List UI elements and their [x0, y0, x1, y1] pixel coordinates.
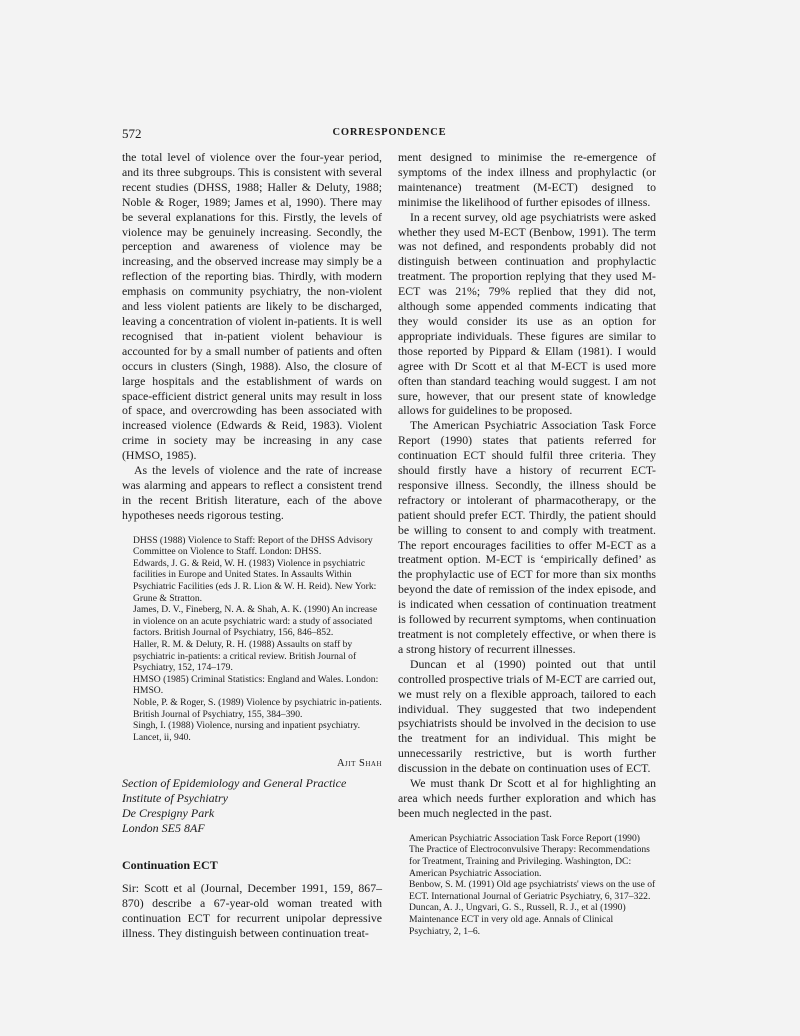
body-paragraph: ment designed to minimise the re-emergence of symptoms of the index illness and prophylactic (or maintenance) treatment (M-ECT) designed to minimise the likelihood of further episodes of illness.	[398, 150, 656, 209]
reference-item: Noble, P. & Roger, S. (1989) Violence by psychiatric in-patients. British Journal of Psychiatry, 155, 384–390.	[133, 696, 382, 720]
affiliation-line: De Crespigny Park	[122, 806, 215, 821]
reference-item: Duncan, A. J., Ungvari, G. S., Russell, R. J., et al (1990) Maintenance ECT in very old age. Annals of Clinical Psychiatry, 2, 1–6.	[409, 902, 626, 937]
body-paragraph: the total level of violence over the four-year period, and its three subgroups. This is consistent with several recent studies (DHSS, 1988; Haller & Deluty, 1988; Noble & Roger, 1989; James et al, 1990). There may be several explanations for this. Firstly, the levels of violence may be genuinely increasing. Secondly, the perception and awareness of violence may be increasing, and the observed increase may simply be a reflection of the reporting bias. Thirdly, with modern emphasis on community psychiatry, the non-violent and less violent patients are likely to be discharged, leaving a concentration of violent in-patients. It is well recognised that in-patient violent behaviour is accounted for by a small number of patients and often occurs in clusters (Singh, 1988). Also, the closure of large hospitals and the establishment of wards on space-efficient district general units may result in loss of space, and overcrowding has been associated with increased violence (Edwards & Reid, 1983). Violent crime in society may be increasing in any case (HMSO, 1985).	[122, 150, 382, 463]
right-column	[398, 150, 656, 937]
body-paragraph: As the levels of violence and the rate of increase was alarming and appears to reflect a consistent trend in the recent British literature, each of the above hypotheses needs rigorous testing.	[122, 463, 382, 522]
reference-item: Singh, I. (1988) Violence, nursing and inpatient psychiatry. Lancet, ii, 940.	[133, 720, 360, 743]
reference-list	[122, 535, 382, 744]
body-paragraph: The American Psychiatric Association Task Force Report (1990) states that patients referred for continuation ECT should fulfil three criteria. They should firstly have a history of recurrent ECT-responsive illness. Secondly, the illness should be refractory or intolerant of pharmacotherapy, or the patient should prefer ECT. Thirdly, the patient should be willing to consent to and comply with treatment. The report encourages facilities to offer M-ECT as a treatment option. M-ECT is ‘empirically defined’ as the prophylactic use of ECT for more than six months beyond the date of remission of the index episode, and is indicated when cessation of continuation treatment is followed by recurrent symptoms, when continuation treatment is not completely effective, or when there is a strong history of recurrent illnesses.	[398, 418, 656, 656]
affiliation-line: Section of Epidemiology and General Practice	[122, 776, 347, 791]
reference-item: Haller, R. M. & Deluty, R. H. (1988) Assaults on staff by psychiatric in-patients: a critical review. British Journal of Psychiatry, 152, 174–179.	[133, 639, 357, 674]
reference-list	[398, 833, 656, 937]
running-head: CORRESPONDENCE	[332, 127, 447, 138]
body-paragraph: In a recent survey, old age psychiatrists were asked whether they used M-ECT (Benbow, 1991). The term was not defined, and respondents probably did not distinguish between continuation and prophylactic treatment. The proportion replying that they used M-ECT was 21%; 79% replied that they did not, although some appended comments indicating that they would consider its use as an option for appropriate individuals. These figures are similar to those reported by Pippard & Ellam (1981). I would agree with Dr Scott et al that M-ECT is used more often than standard teaching would suggest. I am not sure, however, that our present state of knowledge allows for guidelines to be proposed.	[398, 209, 656, 418]
left-column	[122, 150, 382, 941]
reference-item: DHSS (1988) Violence to Staff: Report of the DHSS Advisory Committee on Violence to Staff. London: DHSS.	[133, 534, 373, 558]
reference-item: Benbow, S. M. (1991) Old age psychiatrists' views on the use of ECT. International Journal of Geriatric Psychiatry, 6, 317–322.	[409, 879, 656, 902]
affiliation-line: London SE5 8AF	[122, 821, 205, 836]
author-name: Ajit Shah	[336, 758, 382, 770]
reference-item: James, D. V., Fineberg, N. A. & Shah, A. K. (1990) An increase in violence on an acute psychiatric ward: a study of associated factors. British Journal of Psychiatry, 156, 846–852.	[133, 604, 378, 639]
section-title: Continuation ECT	[122, 858, 218, 873]
body-paragraph: We must thank Dr Scott et al for highlighting an area which needs further exploration and which has been much neglected in the past.	[398, 776, 656, 820]
page-header	[122, 126, 657, 144]
affiliation-line: Institute of Psychiatry	[122, 791, 228, 806]
body-paragraph: Sir: Scott et al (Journal, December 1991, 159, 867–870) describe a 67-year-old woman treated with continuation ECT for recurrent unipolar depressive illness. They distinguish between continuation treat-	[122, 881, 382, 940]
body-paragraph: Duncan et al (1990) pointed out that until controlled prospective trials of M-ECT are carried out, we must rely on a flexible approach, tailored to each individual. They suggested that two independent psychiatrists should be involved in the decision to use the treatment for an individual. This might be unnecessarily restrictive, but is worth further discussion in the debate on continuation uses of ECT.	[398, 656, 656, 776]
reference-item: Edwards, J. G. & Reid, W. H. (1983) Violence in psychiatric facilities in Europe and United States. In Assaults Within Psychiatric Facilities (eds J. R. Lion & W. H. Reid). New York: Grune & Stratton.	[133, 557, 377, 604]
page-number: 572	[122, 126, 142, 141]
reference-item: HMSO (1985) Criminal Statistics: England and Wales. London: HMSO.	[133, 673, 379, 697]
reference-item: American Psychiatric Association Task Force Report (1990) The Practice of Electroconvulsive Therapy: Recommendations for Treatment, Training and Privileging. Washington, DC: American Psychiatric Association.	[409, 832, 650, 879]
author-affiliation	[122, 776, 382, 836]
